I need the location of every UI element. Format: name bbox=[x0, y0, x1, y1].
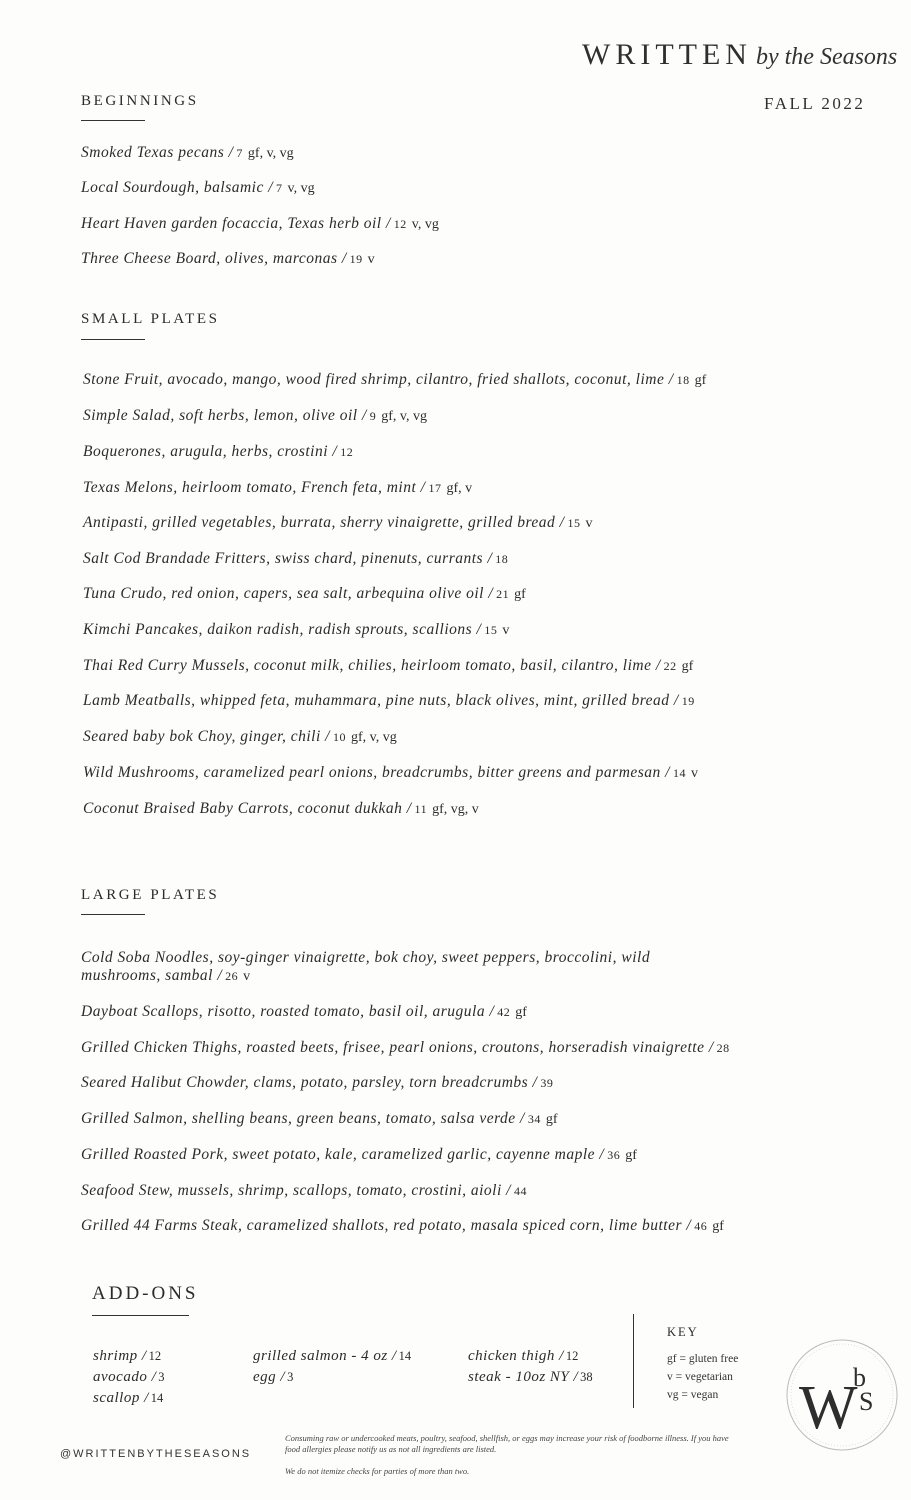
addon-item: grilled salmon - 4 oz / 14 bbox=[253, 1348, 412, 1364]
addons-column bbox=[468, 1346, 593, 1388]
brand-wordmark bbox=[582, 38, 897, 72]
menu-item: Coconut Braised Baby Carrots, coconut dukkah / 11 gf, vg, v bbox=[83, 800, 479, 817]
menu-item: Simple Salad, soft herbs, lemon, olive oil / 9 gf, v, vg bbox=[83, 407, 428, 424]
key-item: vg = vegan bbox=[667, 1389, 719, 1401]
season-label: FALL 2022 bbox=[764, 94, 866, 113]
logo-letter-w: W bbox=[799, 1374, 858, 1442]
addon-item: scallop / 14 bbox=[93, 1390, 164, 1406]
addon-item: steak - 10oz NY / 38 bbox=[468, 1369, 593, 1385]
key-item: v = vegetarian bbox=[667, 1371, 733, 1383]
menu-item: Grilled Salmon, shelling beans, green beans, tomato, salsa verde / 34 gf bbox=[81, 1110, 558, 1127]
menu-item: Heart Haven garden focaccia, Texas herb oil / 12 v, vg bbox=[81, 215, 439, 232]
section-title-beginnings: BEGINNINGS bbox=[81, 93, 199, 109]
menu-item: Tuna Crudo, red onion, capers, sea salt, arbequina olive oil / 21 gf bbox=[83, 585, 526, 602]
brand-name: WRITTEN bbox=[582, 38, 752, 71]
menu-item: Boquerones, arugula, herbs, crostini / 12 bbox=[83, 443, 354, 460]
menu-item: Lamb Meatballs, whipped feta, muhammara, pine nuts, black olives, mint, grilled bread / 19 bbox=[83, 692, 695, 709]
menu-item: Local Sourdough, balsamic / 7 v, vg bbox=[81, 179, 315, 196]
addon-item: egg / 3 bbox=[253, 1369, 294, 1385]
menu-item: Three Cheese Board, olives, marconas / 19 v bbox=[81, 250, 375, 267]
key-divider bbox=[633, 1314, 634, 1408]
logo-letter-s: S bbox=[859, 1387, 874, 1416]
section-rule bbox=[92, 1315, 189, 1316]
menu-item: Antipasti, grilled vegetables, burrata, sherry vinaigrette, grilled bread / 15 v bbox=[83, 514, 593, 531]
menu-item: Grilled 44 Farms Steak, caramelized shallots, red potato, masala spiced corn, lime butter / 46 gf bbox=[81, 1217, 724, 1234]
menu-item: Thai Red Curry Mussels, coconut milk, chilies, heirloom tomato, basil, cilantro, lime / 22 gf bbox=[83, 657, 694, 674]
addon-item: shrimp / 12 bbox=[93, 1348, 162, 1364]
itemize-notice: We do not itemize checks for parties of more than two. bbox=[285, 1466, 470, 1476]
menu-item: Wild Mushrooms, caramelized pearl onions, breadcrumbs, bitter greens and parmesan / 14 v bbox=[83, 764, 698, 781]
menu-item: Seared baby bok Choy, ginger, chili / 10 gf, v, vg bbox=[83, 728, 397, 745]
social-handle: @WRITTENBYTHESEASONS bbox=[60, 1448, 252, 1460]
addons-column bbox=[93, 1346, 164, 1409]
addons-column bbox=[253, 1346, 411, 1388]
key-title: KEY bbox=[667, 1325, 699, 1339]
menu-item: Grilled Roasted Pork, sweet potato, kale, caramelized garlic, cayenne maple / 36 gf bbox=[81, 1146, 637, 1163]
menu-item: Dayboat Scallops, risotto, roasted tomato, basil oil, arugula / 42 gf bbox=[81, 1003, 527, 1020]
addons-title: ADD-ONS bbox=[92, 1283, 199, 1304]
menu-item: Cold Soba Noodles, soy-ginger vinaigrette, bok choy, sweet peppers, broccolini, wild mushrooms, sambal / 26 v bbox=[81, 949, 651, 984]
menu-item: Salt Cod Brandade Fritters, swiss chard, pinenuts, currants / 18 bbox=[83, 550, 509, 567]
menu-item: Seared Halibut Chowder, clams, potato, parsley, torn breadcrumbs / 39 bbox=[81, 1074, 554, 1091]
brand-seal-logo bbox=[785, 1338, 899, 1452]
addon-item: avocado / 3 bbox=[93, 1369, 165, 1385]
section-rule bbox=[81, 914, 145, 915]
logo-letter-b: b bbox=[853, 1363, 866, 1392]
menu-item: Smoked Texas pecans / 7 gf, v, vg bbox=[81, 144, 294, 161]
key-item: gf = gluten free bbox=[667, 1353, 739, 1365]
section-rule bbox=[81, 120, 145, 121]
menu-item: Texas Melons, heirloom tomato, French feta, mint / 17 gf, v bbox=[83, 479, 473, 496]
section-title-small-plates: SMALL PLATES bbox=[81, 311, 220, 327]
section-title-large-plates: LARGE PLATES bbox=[81, 887, 220, 903]
menu-item: Kimchi Pancakes, daikon radish, radish sprouts, scallions / 15 v bbox=[83, 621, 510, 638]
section-rule bbox=[81, 339, 145, 340]
menu-item: Seafood Stew, mussels, shrimp, scallops, tomato, crostini, aioli / 44 bbox=[81, 1182, 527, 1199]
brand-tagline-script: by the Seasons bbox=[755, 44, 898, 70]
menu-item: Stone Fruit, avocado, mango, wood fired shrimp, cilantro, fried shallots, coconut, lime / 18 gf bbox=[83, 371, 707, 388]
addon-item: chicken thigh / 12 bbox=[468, 1348, 579, 1364]
menu-item: Grilled Chicken Thighs, roasted beets, frisee, pearl onions, croutons, horseradish vinaigrette / 28 bbox=[81, 1039, 730, 1056]
key-legend bbox=[667, 1350, 738, 1404]
food-safety-disclaimer: Consuming raw or undercooked meats, poultry, seafood, shellfish, or eggs may increase your risk of foodborne illness. If you have food allergies please notify us as not all ingredients are listed. bbox=[285, 1433, 729, 1454]
